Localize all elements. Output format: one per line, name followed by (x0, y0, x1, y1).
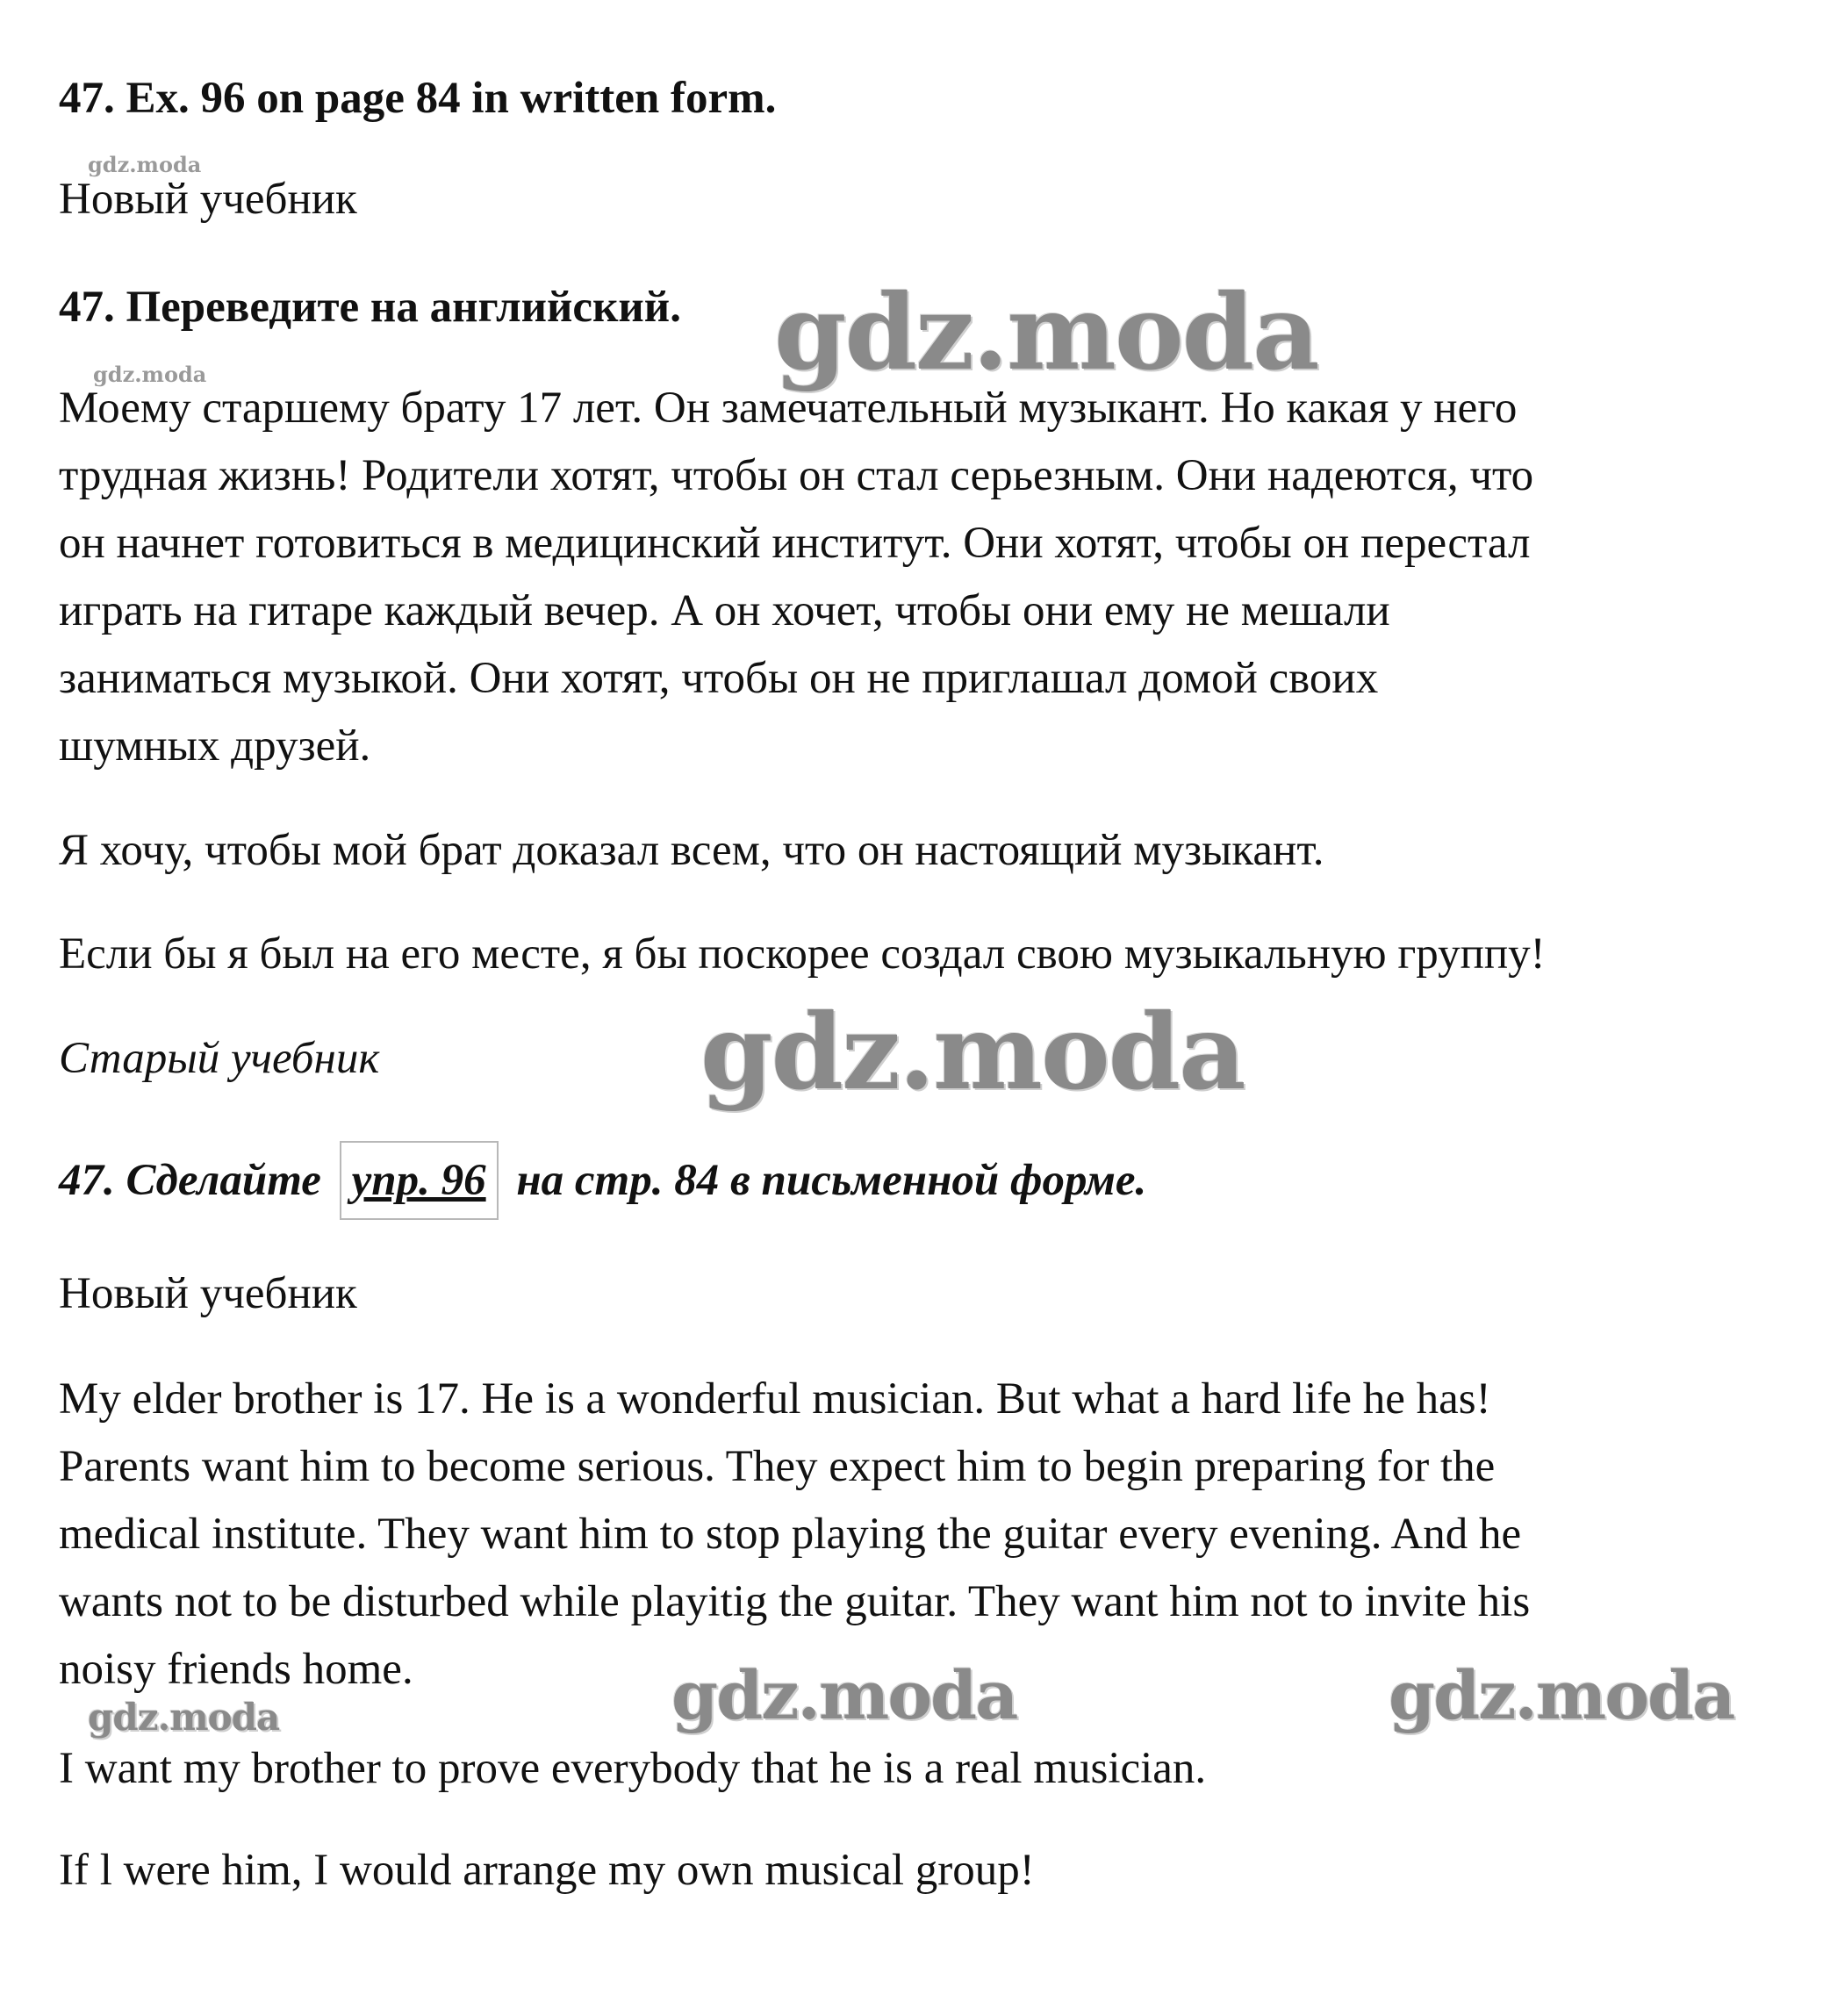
exercise-heading: 47. Ex. 96 on page 84 in written form. (59, 74, 777, 123)
russian-line: шумных друзей. (59, 721, 371, 771)
english-line: My elder brother is 17. He is a wonderful musician. But what a hard life he has! (59, 1374, 1491, 1424)
english-paragraph-1 (59, 1366, 1779, 1704)
watermark-large-2: gdz.moda (700, 991, 1245, 1113)
english-line: Parents want him to become serious. They expect him to begin preparing for the (59, 1442, 1496, 1491)
task-suffix: на стр. 84 в письменной форме. (516, 1156, 1147, 1205)
russian-line: он начнет готовиться в медицинский институт. Они хотят, чтобы он перестал (59, 519, 1531, 568)
label-old-textbook: Старый учебник (59, 1034, 380, 1083)
russian-line: играть на гитаре каждый вечер. А он хочет, чтобы они ему не мешали (59, 586, 1390, 635)
old-textbook-task (59, 1141, 1146, 1220)
russian-paragraph-2: Я хочу, чтобы мой брат доказал всем, что он настоящий музыкант. (59, 826, 1324, 875)
watermark-small-3: gdz.moda (88, 1696, 280, 1739)
task-prefix: 47. Сделайте (59, 1156, 321, 1205)
russian-line: трудная жизнь! Родители хотят, чтобы он стал серьезным. Они надеются, что (59, 451, 1534, 500)
english-line: medical institute. They want him to stop playing the guitar every evening. And he (59, 1510, 1522, 1559)
russian-paragraph-1 (59, 375, 1779, 780)
russian-line: Моему старшему брату 17 лет. Он замечательный музыкант. Но какая у него (59, 384, 1518, 433)
translate-heading: 47. Переведите на английский. (59, 283, 681, 332)
russian-line: заниматься музыкой. Они хотят, чтобы он не приглашал домой своих (59, 654, 1379, 703)
label-new-textbook-1: Новый учебник (59, 175, 357, 224)
exercise-96-link[interactable]: упр. 96 (340, 1141, 499, 1220)
watermark-small-1: gdz.moda (88, 152, 202, 177)
english-line: noisy friends home. (59, 1645, 413, 1694)
watermark-small-2: gdz.moda (93, 362, 207, 387)
watermark-medium-1: gdz.moda (671, 1656, 1017, 1734)
label-new-textbook-2: Новый учебник (59, 1269, 357, 1318)
watermark-large-1: gdz.moda (774, 271, 1318, 393)
english-line: wants not to be disturbed while playitig the guitar. They want him not to invite his (59, 1577, 1531, 1626)
english-paragraph-2: I want my brother to prove everybody that he is a real musician. (59, 1744, 1207, 1793)
watermark-medium-2: gdz.moda (1389, 1656, 1734, 1734)
russian-paragraph-3: Если бы я был на его месте, я бы поскорее создал свою музыкальную группу! (59, 929, 1546, 979)
english-paragraph-3: If l were him, I would arrange my own musical group! (59, 1846, 1035, 1895)
